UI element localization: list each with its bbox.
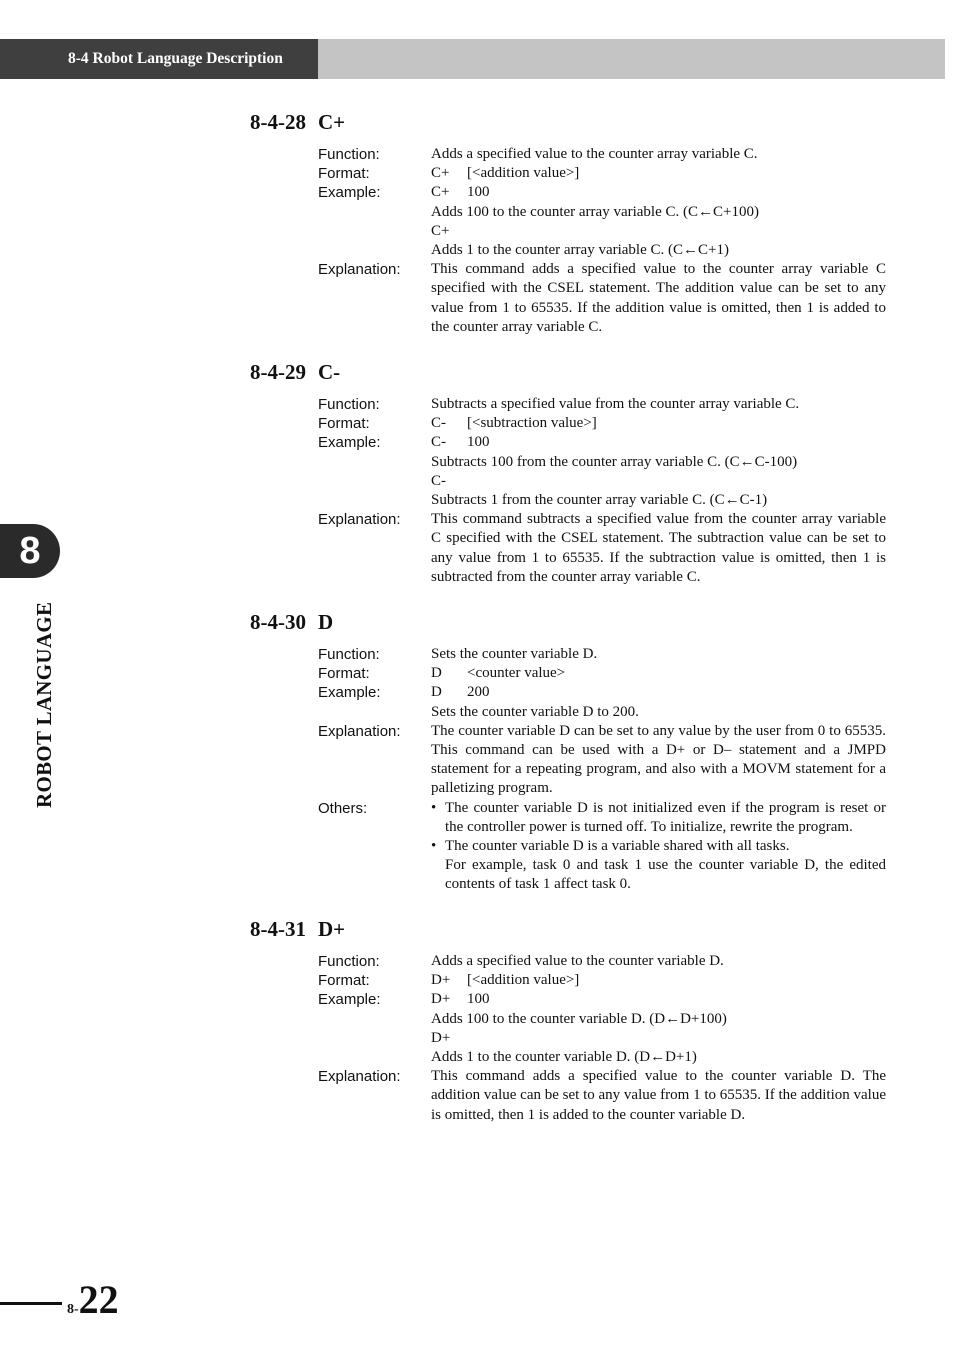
others-bullet: • The counter variable D is not initialized even if the program is reset or the controller power is turned off. To initialize, rewrite the program. bbox=[431, 799, 886, 837]
example-description: Subtracts 1 from the counter array variable C. (C←C-1) bbox=[431, 492, 768, 509]
chapter-tab bbox=[0, 524, 60, 578]
example-description: Subtracts 100 from the counter array variable C. (C←C-100) bbox=[431, 453, 798, 470]
example-code: D+ bbox=[431, 1029, 451, 1046]
header-section-block bbox=[0, 39, 318, 79]
section-number: 8-4-29 bbox=[250, 360, 306, 384]
format-text: C+ [<addition value>] bbox=[431, 165, 580, 182]
section-d-plus bbox=[250, 914, 890, 1125]
example-code: D+ 100 bbox=[431, 991, 490, 1008]
example-label: Example: bbox=[318, 991, 381, 1009]
section-command: C- bbox=[318, 360, 341, 384]
explanation-label: Explanation: bbox=[318, 722, 401, 740]
function-text: Sets the counter variable D. bbox=[431, 646, 598, 662]
function-text: Adds a specified value to the counter variable D. bbox=[431, 953, 724, 969]
format-text: C- [<subtraction value>] bbox=[431, 415, 597, 432]
example-code: D 200 bbox=[431, 684, 490, 701]
section-number: 8-4-28 bbox=[250, 110, 306, 134]
chapter-title-vertical: ROBOT LANGUAGE bbox=[32, 601, 56, 808]
section-c-minus bbox=[250, 357, 890, 587]
function-text: Adds a specified value to the counter array variable C. bbox=[431, 146, 758, 162]
section-d bbox=[250, 607, 890, 895]
example-description: Adds 100 to the counter variable D. (D←D+100) bbox=[431, 1010, 727, 1027]
page-rule bbox=[0, 1302, 62, 1305]
explanation-label: Explanation: bbox=[318, 261, 401, 279]
section-heading bbox=[250, 607, 890, 637]
function-label: Function: bbox=[318, 396, 380, 413]
example-description: Adds 1 to the counter array variable C. (C←C+1) bbox=[431, 242, 729, 259]
section-number: 8-4-30 bbox=[250, 610, 306, 634]
format-label: Format: bbox=[318, 972, 370, 990]
format-label: Format: bbox=[318, 665, 370, 683]
header-bar bbox=[0, 39, 945, 79]
example-label: Example: bbox=[318, 684, 381, 702]
header-title: 8-4 Robot Language Description bbox=[68, 50, 283, 67]
example-label: Example: bbox=[318, 434, 381, 452]
example-code: C+ 100 bbox=[431, 184, 490, 201]
format-label: Format: bbox=[318, 415, 370, 433]
others-bullet-continuation: For example, task 0 and task 1 use the counter variable D, the edited contents of task 1 affect task 0. bbox=[445, 857, 886, 893]
example-description: Adds 1 to the counter variable D. (D←D+1) bbox=[431, 1049, 697, 1066]
explanation-text: This command adds a specified value to the counter variable D. The addition value can be set to any value from 1 to 65535. If the addition value is omitted, then 1 is added to the counter variable D. bbox=[431, 1068, 886, 1123]
example-code: C- 100 bbox=[431, 434, 490, 451]
example-code: C- bbox=[431, 472, 446, 489]
section-command: C+ bbox=[318, 110, 346, 134]
explanation-label: Explanation: bbox=[318, 1068, 401, 1086]
function-label: Function: bbox=[318, 646, 380, 663]
section-number: 8-4-31 bbox=[250, 917, 306, 941]
function-text: Subtracts a specified value from the counter array variable C. bbox=[431, 396, 800, 412]
section-command: D+ bbox=[318, 917, 346, 941]
others-label: Others: bbox=[318, 799, 368, 817]
chapter-number: 8 bbox=[19, 530, 41, 572]
explanation-label: Explanation: bbox=[318, 511, 401, 529]
page-prefix: 8- bbox=[67, 1302, 79, 1317]
format-text: D <counter value> bbox=[431, 665, 566, 682]
section-c-plus bbox=[250, 107, 890, 337]
format-label: Format: bbox=[318, 165, 370, 183]
section-command: D bbox=[318, 610, 334, 634]
page-number-value: 22 bbox=[78, 1277, 119, 1322]
section-heading bbox=[250, 357, 890, 387]
others-bullet: • The counter variable D is a variable shared with all tasks. bbox=[431, 837, 886, 856]
section-heading bbox=[250, 107, 890, 137]
explanation-text: This command subtracts a specified value from the counter array variable C specified with the CSEL statement. The subtraction value can be set to any value from 1 to 65535. If the subtraction value is omitted, then 1 is subtracted from the counter array variable C. bbox=[431, 511, 886, 585]
function-label: Function: bbox=[318, 146, 380, 163]
explanation-text: This command adds a specified value to the counter array variable C specified with the CSEL statement. The addition value can be set to any value from 1 to 65535. If the addition value is omitted, then 1 is added to the counter array variable C. bbox=[431, 261, 886, 335]
example-description: Adds 100 to the counter array variable C. (C←C+100) bbox=[431, 203, 759, 220]
explanation-text: The counter variable D can be set to any value by the user from 0 to 65535. This command can be used with a D+ or D– statement and a JMPD statement for a repeating program, and also with a MOVM statement for a palletizing program. bbox=[431, 722, 886, 797]
others-list bbox=[431, 799, 890, 895]
format-text: D+ [<addition value>] bbox=[431, 972, 580, 989]
example-code: C+ bbox=[431, 222, 450, 239]
function-label: Function: bbox=[318, 953, 380, 970]
example-description: Sets the counter variable D to 200. bbox=[431, 703, 639, 720]
example-label: Example: bbox=[318, 184, 381, 202]
section-heading bbox=[250, 914, 890, 944]
page-number bbox=[67, 1276, 119, 1323]
